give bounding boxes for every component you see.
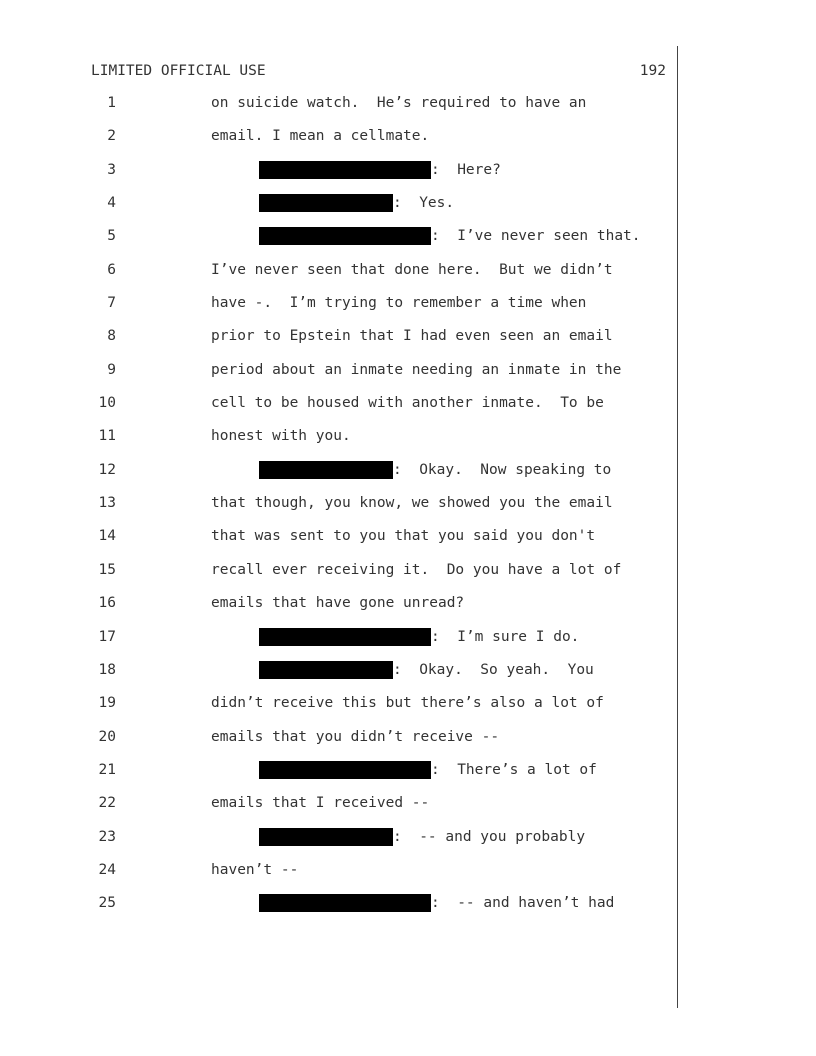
speaker-line	[259, 894, 614, 912]
line-text: : -- and you probably	[393, 828, 586, 845]
line-number: 6	[107, 261, 116, 278]
transcript-line	[0, 261, 816, 294]
redacted-speaker-name	[259, 161, 431, 179]
line-number: 1	[107, 95, 116, 111]
transcript-line	[0, 761, 816, 794]
line-number: 17	[98, 628, 116, 645]
speaker-line	[259, 161, 501, 179]
line-text: : I’m sure I do.	[431, 628, 580, 645]
line-number: 2	[107, 128, 116, 145]
transcript-line	[0, 161, 816, 194]
transcript-line	[0, 527, 816, 560]
line-text: email. I mean a cellmate.	[211, 128, 430, 145]
line-number: 4	[107, 195, 116, 212]
transcript-line	[0, 861, 816, 894]
line-text: that though, you know, we showed you the email	[211, 495, 613, 512]
transcript-line	[0, 594, 816, 627]
transcript-line	[0, 427, 816, 460]
line-text: that was sent to you that you said you don't	[211, 528, 596, 545]
transcript-line	[0, 894, 816, 927]
line-number: 14	[98, 528, 116, 545]
transcript-line	[0, 661, 816, 694]
speaker-line	[259, 194, 454, 212]
transcript-line	[0, 227, 816, 260]
line-text: : Okay. So yeah. You	[393, 661, 594, 678]
transcript-line	[0, 461, 816, 494]
line-text: emails that I received --	[211, 795, 430, 812]
line-text: on suicide watch. He’s required to have an	[211, 95, 587, 111]
redacted-speaker-name	[259, 661, 393, 679]
line-number: 16	[98, 595, 116, 612]
transcript-line	[0, 628, 816, 661]
transcript-line	[0, 94, 816, 127]
speaker-line	[259, 628, 579, 646]
line-text: prior to Epstein that I had even seen an email	[211, 328, 613, 345]
line-number: 18	[98, 661, 116, 678]
line-text: emails that you didn’t receive --	[211, 728, 500, 745]
line-number: 5	[107, 228, 116, 245]
line-text: I’ve never seen that done here. But we didn’t	[211, 261, 613, 278]
transcript-line	[0, 361, 816, 394]
speaker-line	[259, 661, 594, 679]
line-number: 25	[98, 895, 116, 912]
transcript-line	[0, 494, 816, 527]
line-text: : I’ve never seen that.	[431, 228, 641, 245]
line-number: 12	[98, 461, 116, 478]
redacted-speaker-name	[259, 227, 431, 245]
transcript-line	[0, 294, 816, 327]
line-text: : Okay. Now speaking to	[393, 461, 612, 478]
line-text: cell to be housed with another inmate. To be	[211, 395, 604, 412]
line-number: 3	[107, 161, 116, 178]
transcript-line	[0, 694, 816, 727]
line-number: 13	[98, 495, 116, 512]
line-number: 23	[98, 828, 116, 845]
line-text: : -- and haven’t had	[431, 895, 615, 912]
line-number: 20	[98, 728, 116, 745]
speaker-line	[259, 828, 585, 846]
speaker-line	[259, 761, 597, 779]
redacted-speaker-name	[259, 461, 393, 479]
redacted-speaker-name	[259, 828, 393, 846]
line-number: 8	[107, 328, 116, 345]
line-number: 11	[98, 428, 116, 445]
line-number: 15	[98, 561, 116, 578]
line-number: 22	[98, 795, 116, 812]
transcript-line	[0, 127, 816, 160]
transcript-line	[0, 327, 816, 360]
line-number: 7	[107, 295, 116, 312]
transcript-line	[0, 394, 816, 427]
line-text: emails that have gone unread?	[211, 595, 465, 612]
line-text: : There’s a lot of	[431, 761, 597, 778]
page-number: 192	[639, 63, 666, 79]
line-number: 21	[98, 761, 116, 778]
line-text: : Yes.	[393, 195, 455, 212]
transcript-line	[0, 194, 816, 227]
line-text: have -. I’m trying to remember a time when	[211, 295, 587, 312]
line-text: haven’t --	[211, 861, 299, 878]
line-text: didn’t receive this but there’s also a lot of	[211, 695, 604, 712]
redacted-speaker-name	[259, 194, 393, 212]
line-number: 19	[98, 695, 116, 712]
line-number: 24	[98, 861, 116, 878]
speaker-line	[259, 227, 641, 245]
transcript-line	[0, 794, 816, 827]
line-number: 9	[107, 361, 116, 378]
redacted-speaker-name	[259, 894, 431, 912]
speaker-line	[259, 461, 611, 479]
line-text: period about an inmate needing an inmate in the	[211, 361, 622, 378]
classification-header: LIMITED OFFICIAL USE	[91, 63, 266, 79]
line-text: recall ever receiving it. Do you have a lot of	[211, 561, 622, 578]
line-text: : Here?	[431, 161, 501, 178]
transcript-line	[0, 828, 816, 861]
transcript-line	[0, 561, 816, 594]
line-number: 10	[98, 395, 116, 412]
redacted-speaker-name	[259, 628, 431, 646]
line-text: honest with you.	[211, 428, 351, 445]
transcript-line	[0, 728, 816, 761]
redacted-speaker-name	[259, 761, 431, 779]
transcript-lines	[0, 94, 816, 928]
